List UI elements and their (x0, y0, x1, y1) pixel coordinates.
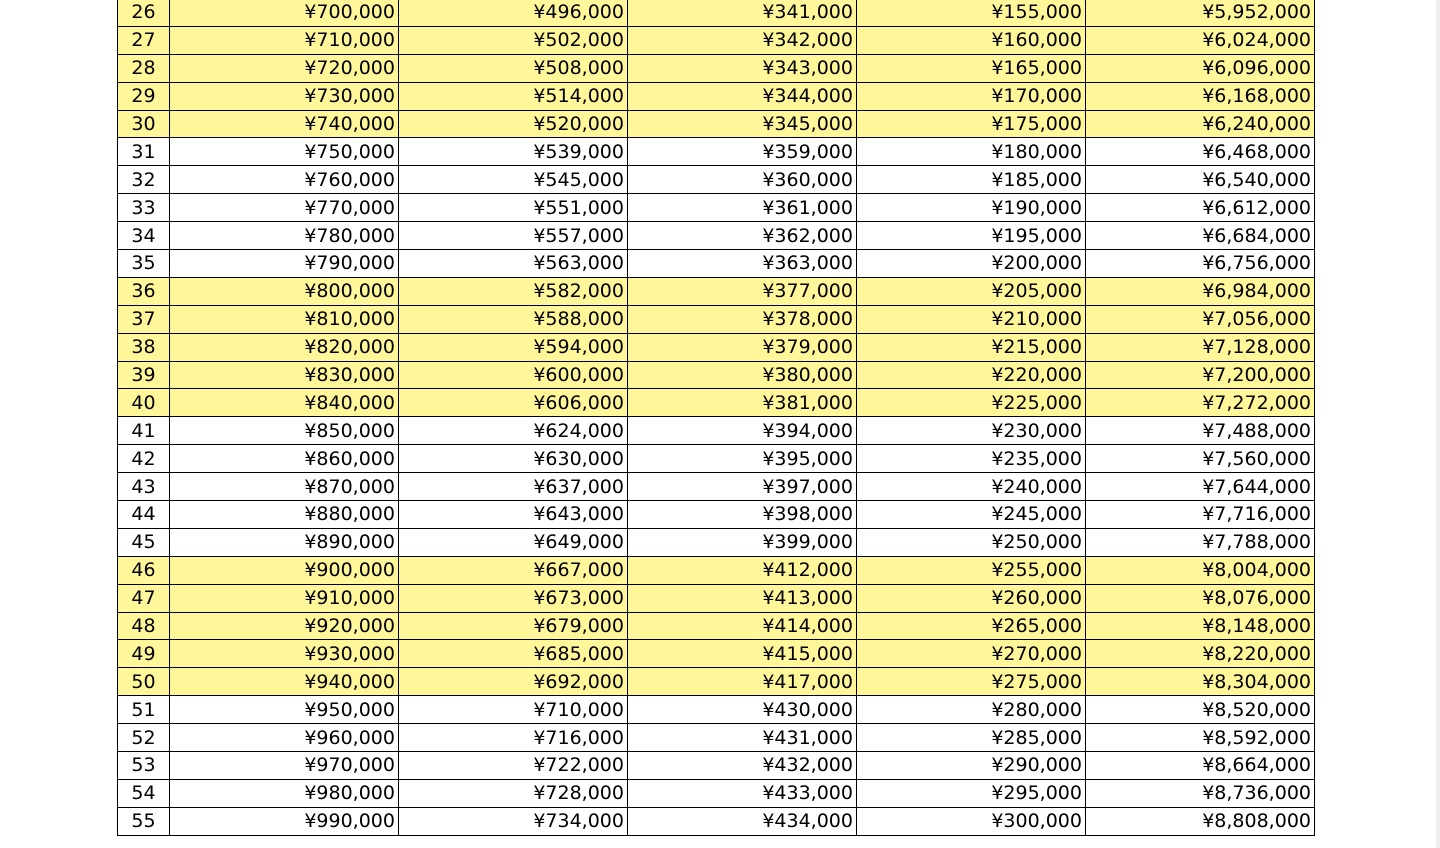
amount-cell[interactable]: ¥910,000 (170, 584, 399, 612)
row-number-cell[interactable]: 30 (118, 110, 170, 138)
amount-cell[interactable]: ¥195,000 (857, 222, 1086, 250)
amount-cell[interactable]: ¥900,000 (170, 556, 399, 584)
amount-cell[interactable]: ¥7,644,000 (1086, 473, 1315, 501)
amount-cell[interactable]: ¥363,000 (628, 250, 857, 278)
amount-cell[interactable]: ¥359,000 (628, 138, 857, 166)
row-number-cell[interactable]: 51 (118, 696, 170, 724)
row-number-cell[interactable]: 44 (118, 501, 170, 529)
amount-cell[interactable]: ¥840,000 (170, 389, 399, 417)
amount-cell[interactable]: ¥6,540,000 (1086, 166, 1315, 194)
amount-cell[interactable]: ¥398,000 (628, 501, 857, 529)
amount-cell[interactable]: ¥220,000 (857, 361, 1086, 389)
amount-cell[interactable]: ¥930,000 (170, 640, 399, 668)
amount-cell[interactable]: ¥780,000 (170, 222, 399, 250)
amount-cell[interactable]: ¥700,000 (170, 0, 399, 26)
amount-cell[interactable]: ¥6,756,000 (1086, 250, 1315, 278)
amount-cell[interactable]: ¥6,612,000 (1086, 194, 1315, 222)
amount-cell[interactable]: ¥265,000 (857, 612, 1086, 640)
row-number-cell[interactable]: 50 (118, 668, 170, 696)
amount-cell[interactable]: ¥230,000 (857, 417, 1086, 445)
amount-cell[interactable]: ¥290,000 (857, 752, 1086, 780)
amount-cell[interactable]: ¥414,000 (628, 612, 857, 640)
amount-cell[interactable]: ¥643,000 (399, 501, 628, 529)
amount-cell[interactable]: ¥685,000 (399, 640, 628, 668)
row-number-cell[interactable]: 40 (118, 389, 170, 417)
amount-cell[interactable]: ¥722,000 (399, 752, 628, 780)
amount-cell[interactable]: ¥180,000 (857, 138, 1086, 166)
table-row (118, 445, 1315, 473)
amount-cell[interactable]: ¥539,000 (399, 138, 628, 166)
table-row (118, 333, 1315, 361)
amount-cell[interactable]: ¥692,000 (399, 668, 628, 696)
amount-cell[interactable]: ¥245,000 (857, 501, 1086, 529)
table-row (118, 305, 1315, 333)
row-number-cell[interactable]: 28 (118, 54, 170, 82)
amount-cell[interactable]: ¥6,168,000 (1086, 82, 1315, 110)
amount-cell[interactable]: ¥508,000 (399, 54, 628, 82)
row-number-cell[interactable]: 37 (118, 305, 170, 333)
amount-cell[interactable]: ¥557,000 (399, 222, 628, 250)
amount-cell[interactable]: ¥7,056,000 (1086, 305, 1315, 333)
data-table (117, 0, 1315, 836)
table-row (118, 389, 1315, 417)
amount-cell[interactable]: ¥790,000 (170, 250, 399, 278)
amount-cell[interactable]: ¥728,000 (399, 779, 628, 807)
amount-cell[interactable]: ¥730,000 (170, 82, 399, 110)
amount-cell[interactable]: ¥295,000 (857, 779, 1086, 807)
amount-cell[interactable]: ¥433,000 (628, 779, 857, 807)
row-number-cell[interactable]: 53 (118, 752, 170, 780)
table-row (118, 696, 1315, 724)
amount-cell[interactable]: ¥950,000 (170, 696, 399, 724)
scrollbar-track[interactable] (1436, 0, 1440, 848)
amount-cell[interactable]: ¥545,000 (399, 166, 628, 194)
table-row (118, 640, 1315, 668)
amount-cell[interactable]: ¥750,000 (170, 138, 399, 166)
amount-cell[interactable]: ¥8,076,000 (1086, 584, 1315, 612)
amount-cell[interactable]: ¥960,000 (170, 724, 399, 752)
row-number-cell[interactable]: 39 (118, 361, 170, 389)
amount-cell[interactable]: ¥342,000 (628, 26, 857, 54)
amount-cell[interactable]: ¥381,000 (628, 389, 857, 417)
amount-cell[interactable]: ¥800,000 (170, 277, 399, 305)
amount-cell[interactable]: ¥6,096,000 (1086, 54, 1315, 82)
amount-cell[interactable]: ¥8,004,000 (1086, 556, 1315, 584)
amount-cell[interactable]: ¥413,000 (628, 584, 857, 612)
amount-cell[interactable]: ¥870,000 (170, 473, 399, 501)
amount-cell[interactable]: ¥860,000 (170, 445, 399, 473)
table-row (118, 528, 1315, 556)
amount-cell[interactable]: ¥760,000 (170, 166, 399, 194)
row-number-cell[interactable]: 33 (118, 194, 170, 222)
amount-cell[interactable]: ¥810,000 (170, 305, 399, 333)
amount-cell[interactable]: ¥270,000 (857, 640, 1086, 668)
row-number-cell[interactable]: 38 (118, 333, 170, 361)
amount-cell[interactable]: ¥850,000 (170, 417, 399, 445)
amount-cell[interactable]: ¥344,000 (628, 82, 857, 110)
amount-cell[interactable]: ¥190,000 (857, 194, 1086, 222)
table-row (118, 222, 1315, 250)
row-number-cell[interactable]: 54 (118, 779, 170, 807)
amount-cell[interactable]: ¥175,000 (857, 110, 1086, 138)
amount-cell[interactable]: ¥496,000 (399, 0, 628, 26)
table-row (118, 473, 1315, 501)
amount-cell[interactable]: ¥170,000 (857, 82, 1086, 110)
amount-cell[interactable]: ¥417,000 (628, 668, 857, 696)
amount-cell[interactable]: ¥345,000 (628, 110, 857, 138)
amount-cell[interactable]: ¥673,000 (399, 584, 628, 612)
amount-cell[interactable]: ¥432,000 (628, 752, 857, 780)
table-row (118, 250, 1315, 278)
row-number-cell[interactable]: 49 (118, 640, 170, 668)
amount-cell[interactable]: ¥205,000 (857, 277, 1086, 305)
amount-cell[interactable]: ¥649,000 (399, 528, 628, 556)
row-number-cell[interactable]: 34 (118, 222, 170, 250)
amount-cell[interactable]: ¥7,128,000 (1086, 333, 1315, 361)
amount-cell[interactable]: ¥990,000 (170, 807, 399, 835)
amount-cell[interactable]: ¥7,272,000 (1086, 389, 1315, 417)
row-number-cell[interactable]: 46 (118, 556, 170, 584)
row-number-cell[interactable]: 41 (118, 417, 170, 445)
row-number-cell[interactable]: 32 (118, 166, 170, 194)
table-row (118, 501, 1315, 529)
amount-cell[interactable]: ¥624,000 (399, 417, 628, 445)
table-row (118, 138, 1315, 166)
row-number-cell[interactable]: 29 (118, 82, 170, 110)
amount-cell[interactable]: ¥255,000 (857, 556, 1086, 584)
amount-cell[interactable]: ¥716,000 (399, 724, 628, 752)
row-number-cell[interactable]: 48 (118, 612, 170, 640)
amount-cell[interactable]: ¥225,000 (857, 389, 1086, 417)
table-row (118, 752, 1315, 780)
table-row (118, 584, 1315, 612)
amount-cell[interactable]: ¥378,000 (628, 305, 857, 333)
amount-cell[interactable]: ¥397,000 (628, 473, 857, 501)
row-number-cell[interactable]: 52 (118, 724, 170, 752)
amount-cell[interactable]: ¥7,788,000 (1086, 528, 1315, 556)
row-number-cell[interactable]: 42 (118, 445, 170, 473)
amount-cell[interactable]: ¥395,000 (628, 445, 857, 473)
amount-cell[interactable]: ¥285,000 (857, 724, 1086, 752)
amount-cell[interactable]: ¥6,240,000 (1086, 110, 1315, 138)
amount-cell[interactable]: ¥430,000 (628, 696, 857, 724)
table-row (118, 26, 1315, 54)
amount-cell[interactable]: ¥637,000 (399, 473, 628, 501)
table-row (118, 54, 1315, 82)
table-row (118, 0, 1315, 26)
amount-cell[interactable]: ¥630,000 (399, 445, 628, 473)
amount-cell[interactable]: ¥880,000 (170, 501, 399, 529)
table-row (118, 361, 1315, 389)
amount-cell[interactable]: ¥970,000 (170, 752, 399, 780)
amount-cell[interactable]: ¥394,000 (628, 417, 857, 445)
amount-cell[interactable]: ¥379,000 (628, 333, 857, 361)
amount-cell[interactable]: ¥412,000 (628, 556, 857, 584)
amount-cell[interactable]: ¥940,000 (170, 668, 399, 696)
amount-cell[interactable]: ¥155,000 (857, 0, 1086, 26)
amount-cell[interactable]: ¥770,000 (170, 194, 399, 222)
table-row (118, 612, 1315, 640)
row-number-cell[interactable]: 35 (118, 250, 170, 278)
amount-cell[interactable]: ¥582,000 (399, 277, 628, 305)
amount-cell[interactable]: ¥7,560,000 (1086, 445, 1315, 473)
amount-cell[interactable]: ¥588,000 (399, 305, 628, 333)
table-row (118, 82, 1315, 110)
amount-cell[interactable]: ¥520,000 (399, 110, 628, 138)
amount-cell[interactable]: ¥300,000 (857, 807, 1086, 835)
amount-cell[interactable]: ¥8,592,000 (1086, 724, 1315, 752)
amount-cell[interactable]: ¥200,000 (857, 250, 1086, 278)
amount-cell[interactable]: ¥362,000 (628, 222, 857, 250)
amount-cell[interactable]: ¥210,000 (857, 305, 1086, 333)
row-number-cell[interactable]: 45 (118, 528, 170, 556)
amount-cell[interactable]: ¥165,000 (857, 54, 1086, 82)
table-row (118, 417, 1315, 445)
amount-cell[interactable]: ¥380,000 (628, 361, 857, 389)
amount-cell[interactable]: ¥215,000 (857, 333, 1086, 361)
table-row (118, 668, 1315, 696)
table-row (118, 807, 1315, 835)
amount-cell[interactable]: ¥185,000 (857, 166, 1086, 194)
amount-cell[interactable]: ¥6,024,000 (1086, 26, 1315, 54)
amount-cell[interactable]: ¥235,000 (857, 445, 1086, 473)
table-row (118, 277, 1315, 305)
amount-cell[interactable]: ¥240,000 (857, 473, 1086, 501)
row-number-cell[interactable]: 36 (118, 277, 170, 305)
table-row (118, 194, 1315, 222)
amount-cell[interactable]: ¥250,000 (857, 528, 1086, 556)
amount-cell[interactable]: ¥8,664,000 (1086, 752, 1315, 780)
table-row (118, 166, 1315, 194)
amount-cell[interactable]: ¥6,468,000 (1086, 138, 1315, 166)
amount-cell[interactable]: ¥710,000 (170, 26, 399, 54)
row-number-cell[interactable]: 47 (118, 584, 170, 612)
amount-cell[interactable]: ¥980,000 (170, 779, 399, 807)
amount-cell[interactable]: ¥606,000 (399, 389, 628, 417)
table-body (118, 0, 1315, 835)
amount-cell[interactable]: ¥160,000 (857, 26, 1086, 54)
amount-cell[interactable]: ¥890,000 (170, 528, 399, 556)
amount-cell[interactable]: ¥734,000 (399, 807, 628, 835)
amount-cell[interactable]: ¥830,000 (170, 361, 399, 389)
amount-cell[interactable]: ¥280,000 (857, 696, 1086, 724)
amount-cell[interactable]: ¥343,000 (628, 54, 857, 82)
amount-cell[interactable]: ¥5,952,000 (1086, 0, 1315, 26)
amount-cell[interactable]: ¥740,000 (170, 110, 399, 138)
amount-cell[interactable]: ¥7,488,000 (1086, 417, 1315, 445)
amount-cell[interactable]: ¥8,808,000 (1086, 807, 1315, 835)
amount-cell[interactable]: ¥260,000 (857, 584, 1086, 612)
amount-cell[interactable]: ¥563,000 (399, 250, 628, 278)
amount-cell[interactable]: ¥377,000 (628, 277, 857, 305)
amount-cell[interactable]: ¥8,220,000 (1086, 640, 1315, 668)
amount-cell[interactable]: ¥594,000 (399, 333, 628, 361)
amount-cell[interactable]: ¥920,000 (170, 612, 399, 640)
amount-cell[interactable]: ¥360,000 (628, 166, 857, 194)
amount-cell[interactable]: ¥6,984,000 (1086, 277, 1315, 305)
amount-cell[interactable]: ¥720,000 (170, 54, 399, 82)
amount-cell[interactable]: ¥514,000 (399, 82, 628, 110)
amount-cell[interactable]: ¥7,200,000 (1086, 361, 1315, 389)
table-row (118, 556, 1315, 584)
row-number-cell[interactable]: 27 (118, 26, 170, 54)
row-number-cell[interactable]: 43 (118, 473, 170, 501)
amount-cell[interactable]: ¥8,736,000 (1086, 779, 1315, 807)
amount-cell[interactable]: ¥551,000 (399, 194, 628, 222)
amount-cell[interactable]: ¥820,000 (170, 333, 399, 361)
amount-cell[interactable]: ¥361,000 (628, 194, 857, 222)
amount-cell[interactable]: ¥431,000 (628, 724, 857, 752)
row-number-cell[interactable]: 26 (118, 0, 170, 26)
amount-cell[interactable]: ¥415,000 (628, 640, 857, 668)
amount-cell[interactable]: ¥502,000 (399, 26, 628, 54)
amount-cell[interactable]: ¥8,148,000 (1086, 612, 1315, 640)
amount-cell[interactable]: ¥667,000 (399, 556, 628, 584)
amount-cell[interactable]: ¥434,000 (628, 807, 857, 835)
table-row (118, 779, 1315, 807)
amount-cell[interactable]: ¥710,000 (399, 696, 628, 724)
amount-cell[interactable]: ¥275,000 (857, 668, 1086, 696)
amount-cell[interactable]: ¥600,000 (399, 361, 628, 389)
row-number-cell[interactable]: 55 (118, 807, 170, 835)
amount-cell[interactable]: ¥7,716,000 (1086, 501, 1315, 529)
amount-cell[interactable]: ¥8,304,000 (1086, 668, 1315, 696)
amount-cell[interactable]: ¥6,684,000 (1086, 222, 1315, 250)
amount-cell[interactable]: ¥8,520,000 (1086, 696, 1315, 724)
amount-cell[interactable]: ¥399,000 (628, 528, 857, 556)
amount-cell[interactable]: ¥341,000 (628, 0, 857, 26)
amount-cell[interactable]: ¥679,000 (399, 612, 628, 640)
row-number-cell[interactable]: 31 (118, 138, 170, 166)
table-row (118, 110, 1315, 138)
table-row (118, 724, 1315, 752)
